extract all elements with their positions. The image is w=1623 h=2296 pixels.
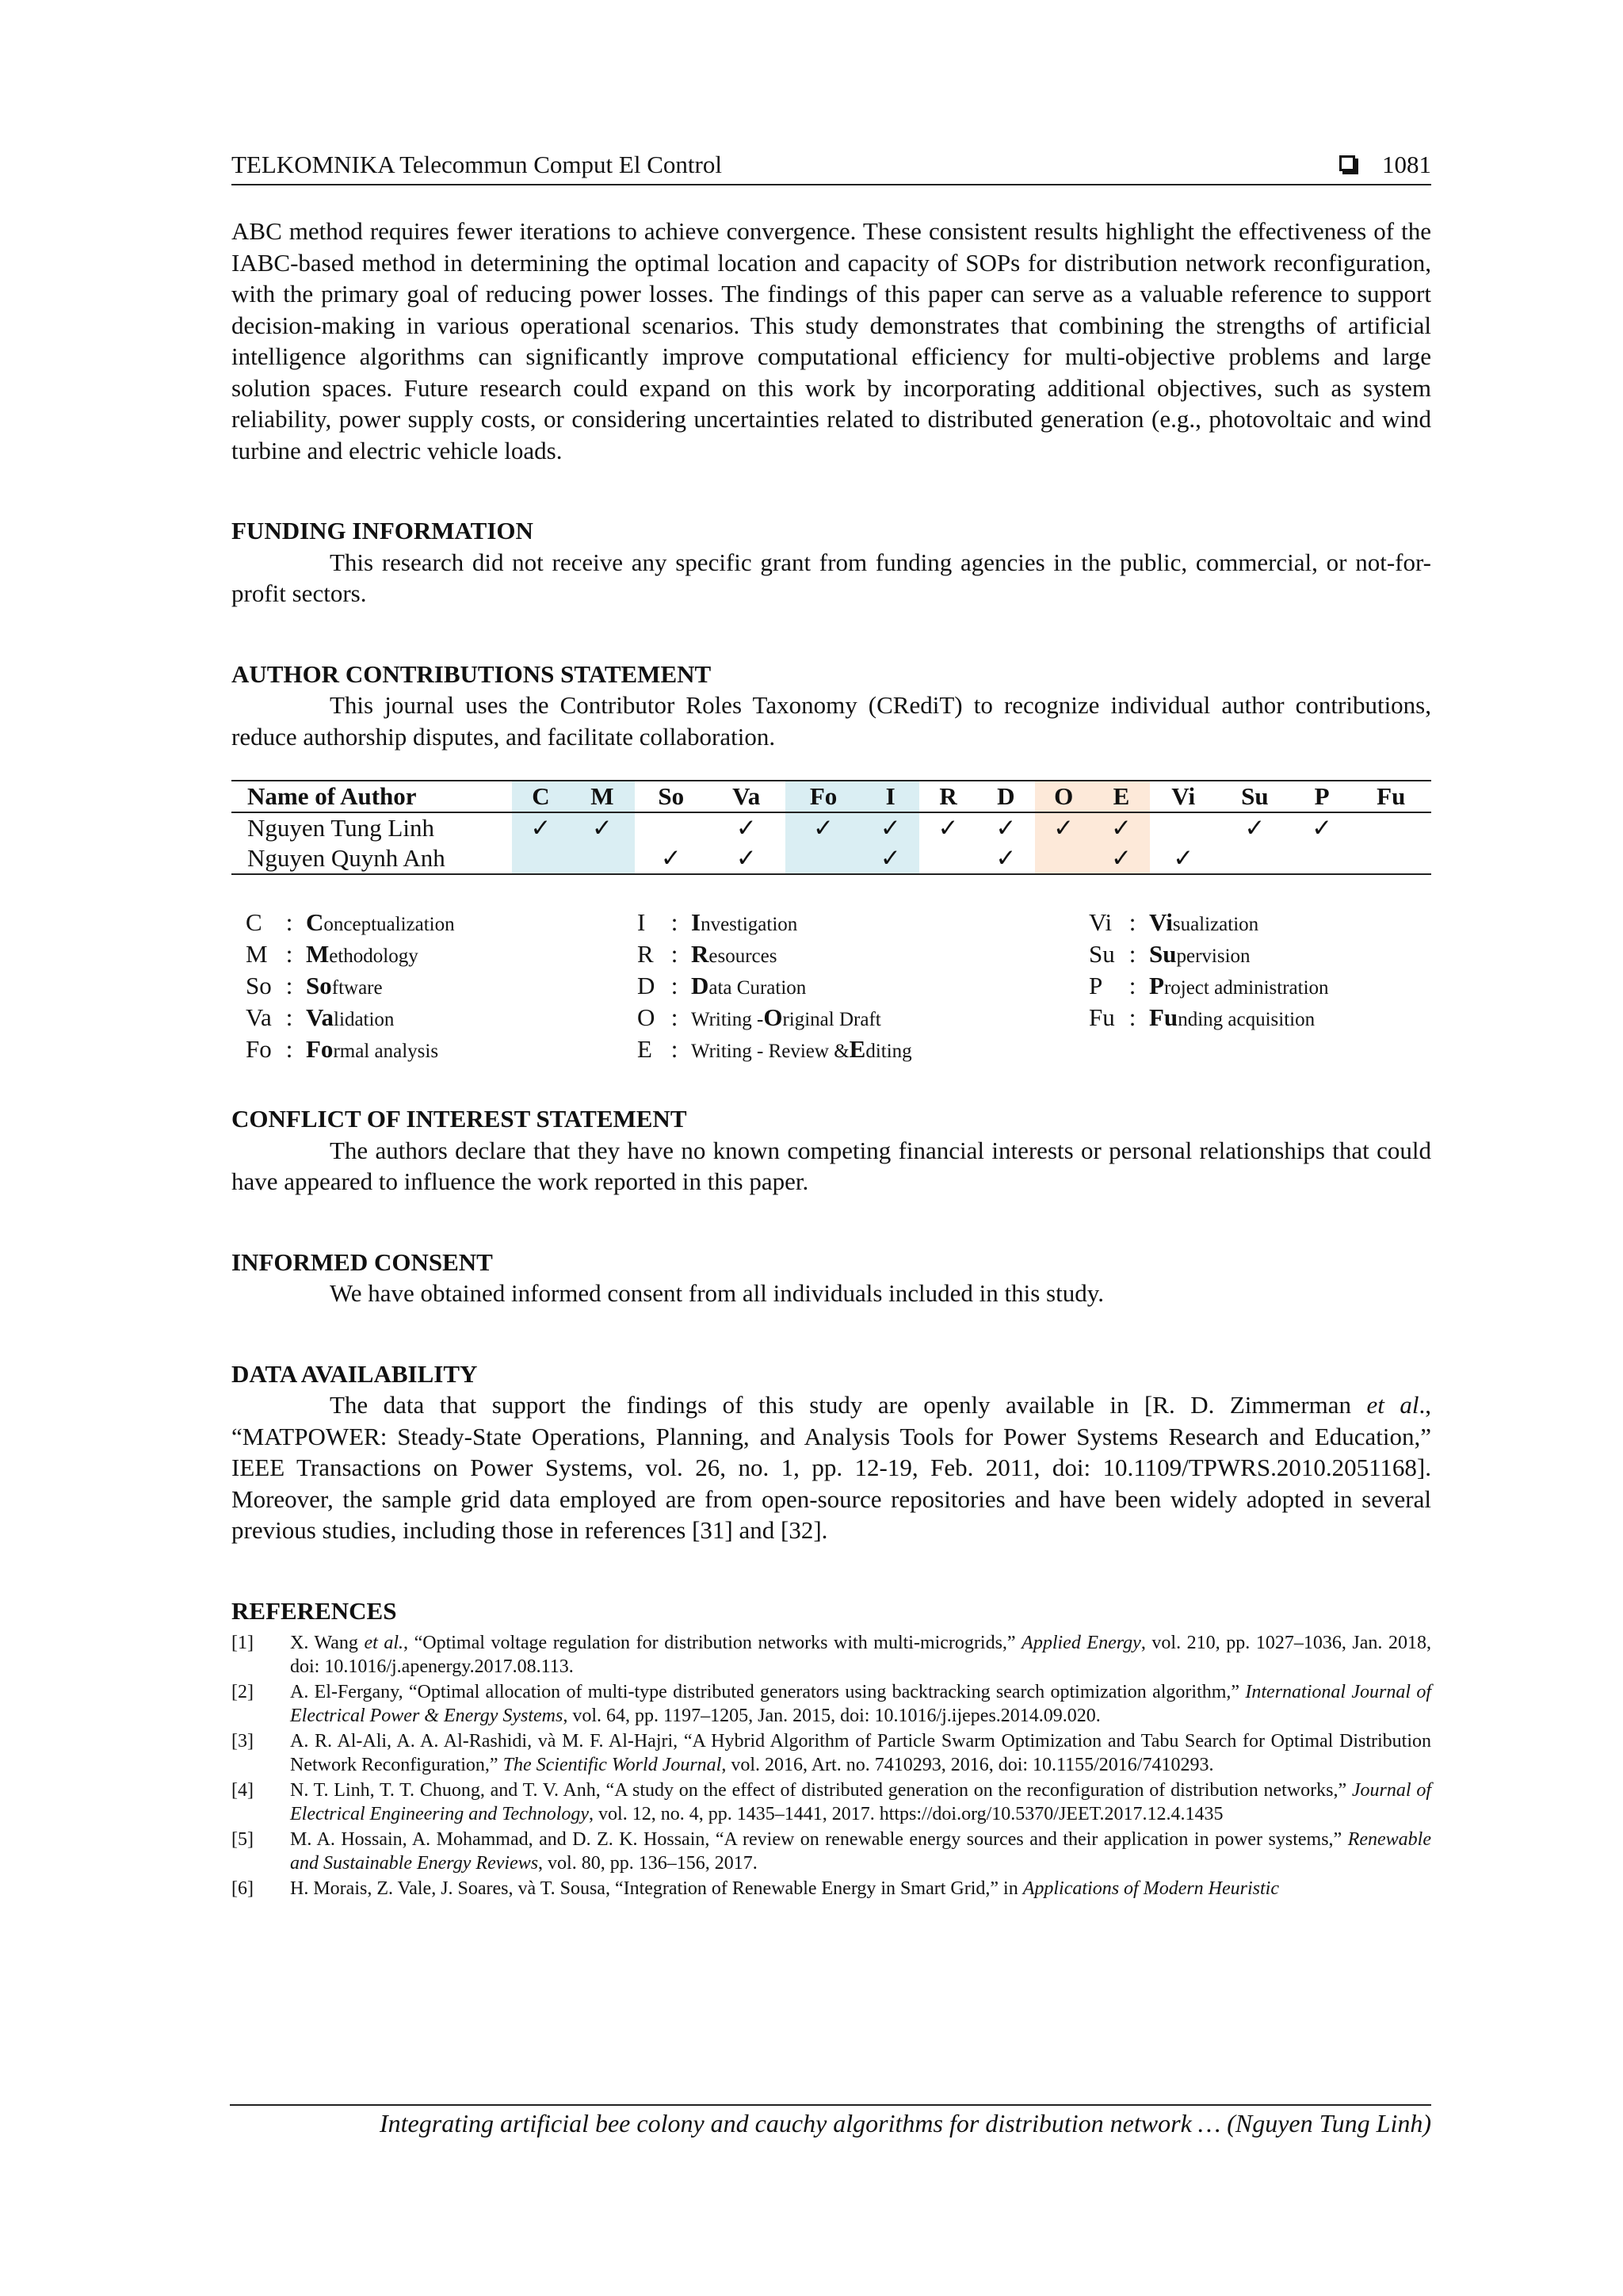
reference-part: A. R. Al-Ali, A. A. Al-Rashidi, và M. F. Al-Hajri, “A Hybrid Algorithm of Particle Swarm Optimization and Tabu Search for Optimal Distribution Network Reconfiguration,” xyxy=(290,1731,1431,1775)
reference-part: H. Morais, Z. Vale, J. Soares, và T. Sousa, “Integration of Renewable Energy in Smart Grid,” in xyxy=(290,1878,1023,1899)
reference-part: Applied Energy xyxy=(1022,1633,1141,1653)
role-cell xyxy=(1350,843,1431,874)
role-cell xyxy=(512,843,570,874)
reference-part: , vol. 64, pp. 1197–1205, Jan. 2015, doi: 10.1016/j.ijepes.2014.09.020. xyxy=(563,1706,1101,1726)
references-list xyxy=(231,1631,1431,1901)
legend-item xyxy=(1089,1003,1329,1035)
legend-bold: O xyxy=(763,1003,783,1031)
legend-column-3 xyxy=(1089,908,1329,1035)
conflict-section xyxy=(231,1103,1431,1198)
legend-rest: nding acquisition xyxy=(1178,1009,1316,1030)
legend-item xyxy=(637,1003,912,1035)
role-cell xyxy=(1350,812,1431,843)
legend-colon: : xyxy=(670,972,678,999)
data-text-after: ., “MATPOWER: Steady-State Operations, Planning, and Analysis Tools for Power Systems Research and Education,” IEEE Transactions on Power Systems, vol. 26, no. 1, pp. 12-19, Feb. 2011, doi: 10.1109/TPWRS.2010.2051168]. Moreover, the sample grid data employed are from open-source repositories and have been widely adopted in several previous studies, including those in references [31] and [32]. xyxy=(231,1391,1431,1544)
role-header-p: P xyxy=(1293,781,1351,812)
legend-bold: Va xyxy=(306,1003,334,1031)
role-cell xyxy=(635,843,708,874)
check-mark-icon: ✓ xyxy=(813,814,834,842)
check-mark-icon: ✓ xyxy=(591,814,613,842)
check-mark-icon: ✓ xyxy=(938,814,959,842)
reference-part: Renewable and Sustainable Energy Reviews xyxy=(290,1829,1431,1874)
role-cell xyxy=(570,843,635,874)
legend-rest: roject administration xyxy=(1163,977,1329,999)
reference-number: [4] xyxy=(231,1780,254,1801)
reference-part: , vol. 2016, Art. no. 7410293, 2016, doi: 10.1155/2016/7410293. xyxy=(721,1755,1214,1775)
legend-colon: : xyxy=(670,1035,678,1063)
reference-part: N. T. Linh, T. T. Chuong, and T. V. Anh, “A study on the effect of distributed generation on the reconfiguration of distribution networks,” xyxy=(290,1780,1352,1801)
legend-rest: esources xyxy=(708,946,777,967)
legend-column-1 xyxy=(246,908,455,1067)
reference-part: International Journal of Electrical Power & Energy Systems xyxy=(290,1682,1431,1726)
legend-item xyxy=(1089,972,1329,1003)
page-number: 1081 xyxy=(1382,151,1431,178)
role-header-va: Va xyxy=(708,781,785,812)
reference-item xyxy=(231,1778,1431,1826)
role-header-d: D xyxy=(977,781,1035,812)
reference-item xyxy=(231,1680,1431,1728)
legend-item xyxy=(1089,940,1329,972)
funding-heading: FUNDING INFORMATION xyxy=(231,517,533,544)
legend-item xyxy=(246,1035,455,1067)
legend-colon: : xyxy=(670,1003,678,1031)
legend-abbr: I xyxy=(637,908,646,936)
role-header-fu: Fu xyxy=(1350,781,1431,812)
legend-column-2 xyxy=(637,908,912,1067)
role-header-i: I xyxy=(861,781,919,812)
legend-abbr: Fu xyxy=(1089,1003,1115,1031)
legend-bold: P xyxy=(1149,972,1164,999)
legend-colon: : xyxy=(285,972,293,999)
check-mark-icon: ✓ xyxy=(1312,814,1333,842)
legend-rest: ethodology xyxy=(329,946,418,967)
reference-number: [6] xyxy=(231,1878,254,1899)
legend-bold: Su xyxy=(1149,940,1177,968)
conflict-heading: CONFLICT OF INTEREST STATEMENT xyxy=(231,1105,687,1133)
role-header-fo: Fo xyxy=(785,781,862,812)
legend-colon: : xyxy=(1128,940,1136,968)
role-cell xyxy=(635,812,708,843)
legend-abbr: C xyxy=(246,908,262,936)
reference-text xyxy=(290,1631,1431,1679)
page-body xyxy=(231,151,1431,1902)
reference-part: The Scientific World Journal xyxy=(502,1755,722,1775)
reference-part: X. Wang xyxy=(290,1633,365,1653)
contributions-section xyxy=(231,659,1431,1068)
role-header-r: R xyxy=(919,781,977,812)
legend-rest: diting xyxy=(865,1041,912,1062)
check-mark-icon: ✓ xyxy=(1053,814,1075,842)
reference-part: , vol. 12, no. 4, pp. 1435–1441, 2017. https://doi.org/10.5370/JEET.2017.12.4.1435 xyxy=(589,1804,1224,1824)
references-section xyxy=(231,1595,1431,1901)
legend-bold: E xyxy=(849,1035,866,1063)
check-mark-icon: ✓ xyxy=(1110,814,1132,842)
contributions-table xyxy=(231,780,1431,875)
role-cell xyxy=(1293,843,1351,874)
legend-item xyxy=(637,940,912,972)
consent-heading: INFORMED CONSENT xyxy=(231,1247,493,1276)
consent-section xyxy=(231,1247,1431,1309)
role-cell xyxy=(1093,812,1151,843)
role-header-e: E xyxy=(1093,781,1151,812)
name-column-header: Name of Author xyxy=(231,781,512,812)
reference-number: [2] xyxy=(231,1682,254,1702)
legend-item xyxy=(637,1035,912,1067)
role-cell xyxy=(1150,812,1216,843)
table-body xyxy=(231,812,1431,874)
role-cell xyxy=(861,843,919,874)
header-right xyxy=(1339,151,1431,179)
role-cell xyxy=(1035,812,1093,843)
role-cell xyxy=(1093,843,1151,874)
legend-rest: pervision xyxy=(1176,946,1251,967)
reference-part: M. A. Hossain, A. Mohammad, and D. Z. K. Hossain, “A review on renewable energy sources and their application in power systems,” xyxy=(290,1829,1348,1850)
legend-rest: nvestigation xyxy=(701,914,798,935)
legend-bold: I xyxy=(691,908,701,936)
legend-colon: : xyxy=(285,1003,293,1031)
check-mark-icon: ✓ xyxy=(735,844,757,872)
role-header-su: Su xyxy=(1216,781,1293,812)
role-cell xyxy=(570,812,635,843)
legend-item xyxy=(246,940,455,972)
legend-colon: : xyxy=(1128,972,1136,999)
legend-bold: M xyxy=(306,940,330,968)
role-cell xyxy=(977,843,1035,874)
funding-text: This research did not receive any specific grant from funding agencies in the public, commercial, or not-for-profit sectors. xyxy=(231,548,1431,607)
role-cell xyxy=(919,812,977,843)
reference-part: A. El-Fergany, “Optimal allocation of multi-type distributed generators using backtracking search optimization algorithm,” xyxy=(290,1682,1246,1702)
legend-abbr: M xyxy=(246,940,268,968)
author-name: Nguyen Quynh Anh xyxy=(231,843,512,874)
legend-rest: onceptualization xyxy=(323,914,455,935)
reference-part: , “Optimal voltage regulation for distribution networks with multi-microgrids,” xyxy=(403,1633,1022,1653)
legend-colon: : xyxy=(285,940,293,968)
legend-abbr: Va xyxy=(246,1003,272,1031)
legend-colon: : xyxy=(1128,908,1136,936)
reference-text xyxy=(290,1680,1431,1728)
legend-colon: : xyxy=(670,908,678,936)
reference-number: [1] xyxy=(231,1633,254,1653)
legend-abbr: E xyxy=(637,1035,652,1063)
legend-item xyxy=(637,972,912,1003)
check-mark-icon: ✓ xyxy=(1244,814,1266,842)
legend-abbr: Vi xyxy=(1089,908,1113,936)
check-mark-icon: ✓ xyxy=(1173,844,1194,872)
roles-legend xyxy=(231,908,1431,1067)
legend-item xyxy=(1089,908,1329,940)
role-cell xyxy=(1216,812,1293,843)
table-row xyxy=(231,843,1431,874)
reference-text xyxy=(290,1778,1431,1826)
intro-paragraph: ABC method requires fewer iterations to achieve convergence. These consistent results highlight the effectiveness of the IABC-based method in determining the optimal location and capacity of SOPs for distribution network reconfiguration, with the primary goal of reducing power losses. The findings of this paper can serve as a valuable reference to support decision-making in various operational scenarios. This study demonstrates that combining the strengths of artificial intelligence algorithms can significantly improve computational efficiency for multi-objective problems and large solution spaces. Future research could expand on this work by incorporating additional objectives, such as system reliability, power supply costs, or considering uncertainties related to distributed generation (e.g., photovoltaic and wind turbine and electric vehicle loads. xyxy=(231,217,1431,464)
reference-part: Journal of Electrical Engineering and Technology xyxy=(290,1780,1431,1824)
role-cell xyxy=(977,812,1035,843)
legend-prefix: Writing - xyxy=(691,1009,764,1030)
check-mark-icon: ✓ xyxy=(660,844,682,872)
legend-rest: sualization xyxy=(1172,914,1259,935)
legend-bold: C xyxy=(306,908,324,936)
table-header-row xyxy=(231,781,1431,812)
legend-abbr: D xyxy=(637,972,655,999)
data-availability-section xyxy=(231,1358,1431,1546)
legend-colon: : xyxy=(285,908,293,936)
contributions-heading: AUTHOR CONTRIBUTIONS STATEMENT xyxy=(231,659,712,688)
reference-part: , vol. 210, pp. 1027–1036, Jan. 2018, doi: 10.1016/j.apenergy.2017.08.113. xyxy=(290,1633,1432,1677)
square-bullet-icon xyxy=(1339,155,1355,171)
legend-abbr: R xyxy=(637,940,654,968)
legend-colon: : xyxy=(1128,1003,1136,1031)
reference-part: et al. xyxy=(364,1633,404,1653)
role-cell xyxy=(1216,843,1293,874)
role-cell xyxy=(708,812,785,843)
role-cell xyxy=(785,812,862,843)
legend-bold: So xyxy=(306,972,332,999)
legend-bold: Vi xyxy=(1149,908,1173,936)
references-heading: REFERENCES xyxy=(231,1596,397,1625)
legend-abbr: P xyxy=(1089,972,1103,999)
role-cell xyxy=(1293,812,1351,843)
reference-item xyxy=(231,1828,1431,1875)
legend-bold: Fo xyxy=(306,1035,334,1063)
reference-number: [5] xyxy=(231,1829,254,1850)
legend-item xyxy=(637,908,912,940)
role-cell xyxy=(919,843,977,874)
legend-colon: : xyxy=(670,940,678,968)
role-header-m: M xyxy=(570,781,635,812)
role-cell xyxy=(512,812,570,843)
legend-rest: ftware xyxy=(331,977,383,999)
check-mark-icon: ✓ xyxy=(735,814,757,842)
author-name: Nguyen Tung Linh xyxy=(247,814,434,842)
legend-abbr: Su xyxy=(1089,940,1115,968)
reference-item xyxy=(231,1631,1431,1679)
legend-rest: lidation xyxy=(334,1009,395,1030)
data-availability-text xyxy=(231,1389,1431,1546)
legend-item xyxy=(246,908,455,940)
role-cell xyxy=(708,843,785,874)
role-cell xyxy=(1035,843,1093,874)
data-text-italic: et al xyxy=(1366,1391,1419,1419)
journal-name: TELKOMNIKA Telecommun Comput El Control xyxy=(231,151,722,178)
consent-text: We have obtained informed consent from all individuals included in this study. xyxy=(330,1279,1104,1307)
role-header-vi: Vi xyxy=(1150,781,1216,812)
reference-item xyxy=(231,1877,1431,1901)
legend-bold: D xyxy=(691,972,709,999)
reference-text xyxy=(290,1729,1431,1777)
reference-number: [3] xyxy=(231,1731,254,1752)
legend-colon: : xyxy=(285,1035,293,1063)
legend-item xyxy=(246,1003,455,1035)
legend-abbr: So xyxy=(246,972,272,999)
role-header-o: O xyxy=(1035,781,1093,812)
funding-section xyxy=(231,515,1431,609)
conflict-text: The authors declare that they have no known competing financial interests or personal relationships that could have appeared to influence the work reported in this paper. xyxy=(231,1136,1431,1195)
data-text-before: The data that support the findings of this study are openly available in [R. D. Zimmerman xyxy=(330,1391,1367,1419)
role-header-c: C xyxy=(512,781,570,812)
running-header xyxy=(231,151,1431,185)
table-row xyxy=(231,812,1431,843)
legend-item xyxy=(246,972,455,1003)
legend-rest: riginal Draft xyxy=(782,1009,881,1030)
legend-bold: Fu xyxy=(1149,1003,1178,1031)
check-mark-icon: ✓ xyxy=(1110,844,1132,872)
role-header-so: So xyxy=(635,781,708,812)
reference-text xyxy=(290,1877,1431,1901)
check-mark-icon: ✓ xyxy=(995,844,1017,872)
reference-part: , vol. 80, pp. 136–156, 2017. xyxy=(538,1853,758,1874)
running-footer: Integrating artificial bee colony and cauchy algorithms for distribution network … (Nguyen Tung Linh) xyxy=(230,2104,1431,2138)
reference-item xyxy=(231,1729,1431,1777)
role-cell xyxy=(785,843,862,874)
legend-abbr: Fo xyxy=(246,1035,272,1063)
check-mark-icon: ✓ xyxy=(880,844,901,872)
reference-part: Applications of Modern Heuristic xyxy=(1022,1878,1279,1899)
legend-rest: ata Curation xyxy=(708,977,807,999)
role-cell xyxy=(861,812,919,843)
check-mark-icon: ✓ xyxy=(530,814,552,842)
check-mark-icon: ✓ xyxy=(995,814,1017,842)
legend-bold: R xyxy=(691,940,709,968)
reference-text xyxy=(290,1828,1431,1875)
legend-prefix: Writing - Review & xyxy=(691,1041,850,1062)
check-mark-icon: ✓ xyxy=(880,814,901,842)
legend-abbr: O xyxy=(637,1003,655,1031)
role-cell xyxy=(1150,843,1216,874)
contributions-text: This journal uses the Contributor Roles Taxonomy (CRediT) to recognize individual author contributions, reduce authorship disputes, and facilitate collaboration. xyxy=(231,691,1431,751)
legend-rest: rmal analysis xyxy=(333,1041,439,1062)
data-availability-heading: DATA AVAILABILITY xyxy=(231,1359,478,1388)
